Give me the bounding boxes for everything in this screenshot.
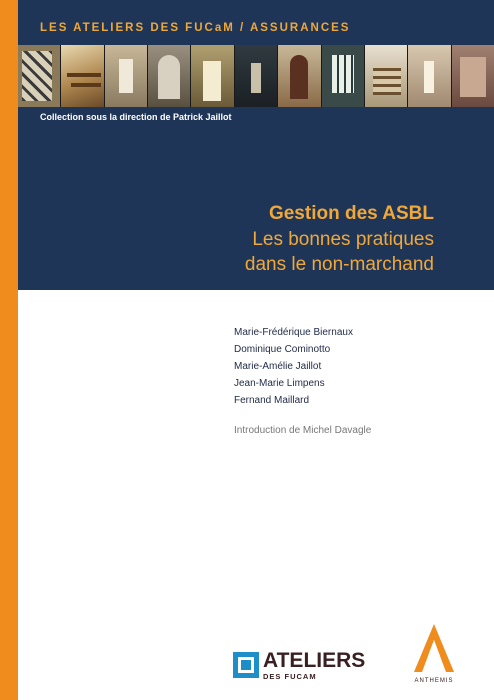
anthemis-logo (404, 620, 464, 690)
title-main: Gestion des ASBL (268, 203, 434, 224)
logo-sub-text: DES FUCAM (263, 672, 317, 681)
collection-note: Collection sous la direction de Patrick Jaillot (40, 112, 232, 122)
series-title: LES ATELIERS DES FUCaM / ASSURANCES (40, 22, 351, 34)
author-name: Marie-Frédérique Biernaux (234, 327, 353, 338)
introduction-credit: Introduction de Michel Davagle (234, 425, 372, 436)
title-subtitle-line2: dans le non-marchand (244, 254, 434, 275)
staircase-photo (61, 45, 104, 107)
author-name: Marie-Amélie Jaillot (234, 361, 322, 372)
stairs-photo (365, 45, 408, 107)
hallway-photo (235, 45, 278, 107)
corridor-photo (105, 45, 148, 107)
door-photo (278, 45, 321, 107)
author-name: Fernand Maillard (234, 395, 310, 406)
window-photo (18, 45, 61, 107)
book-title (245, 201, 434, 277)
anthemis-a-icon (404, 620, 464, 676)
author-name: Dominique Cominotto (234, 344, 331, 355)
doorway-photo (191, 45, 234, 107)
anthemis-wordmark: ANTHEMIS (414, 678, 454, 684)
orange-side-strip (0, 0, 18, 700)
logo-main-text: ATELIERS (263, 649, 366, 672)
title-subtitle-line1: Les bonnes pratiques (252, 229, 434, 250)
corridor-photo (408, 45, 451, 107)
author-name: Jean-Marie Limpens (234, 378, 325, 389)
ateliers-logo-mark-icon (233, 652, 259, 678)
ateliers-logo (233, 650, 373, 686)
arch-photo (148, 45, 191, 107)
room-photo (452, 45, 494, 107)
photo-strip (18, 45, 494, 107)
author-list (234, 324, 353, 409)
window-photo (322, 45, 365, 107)
